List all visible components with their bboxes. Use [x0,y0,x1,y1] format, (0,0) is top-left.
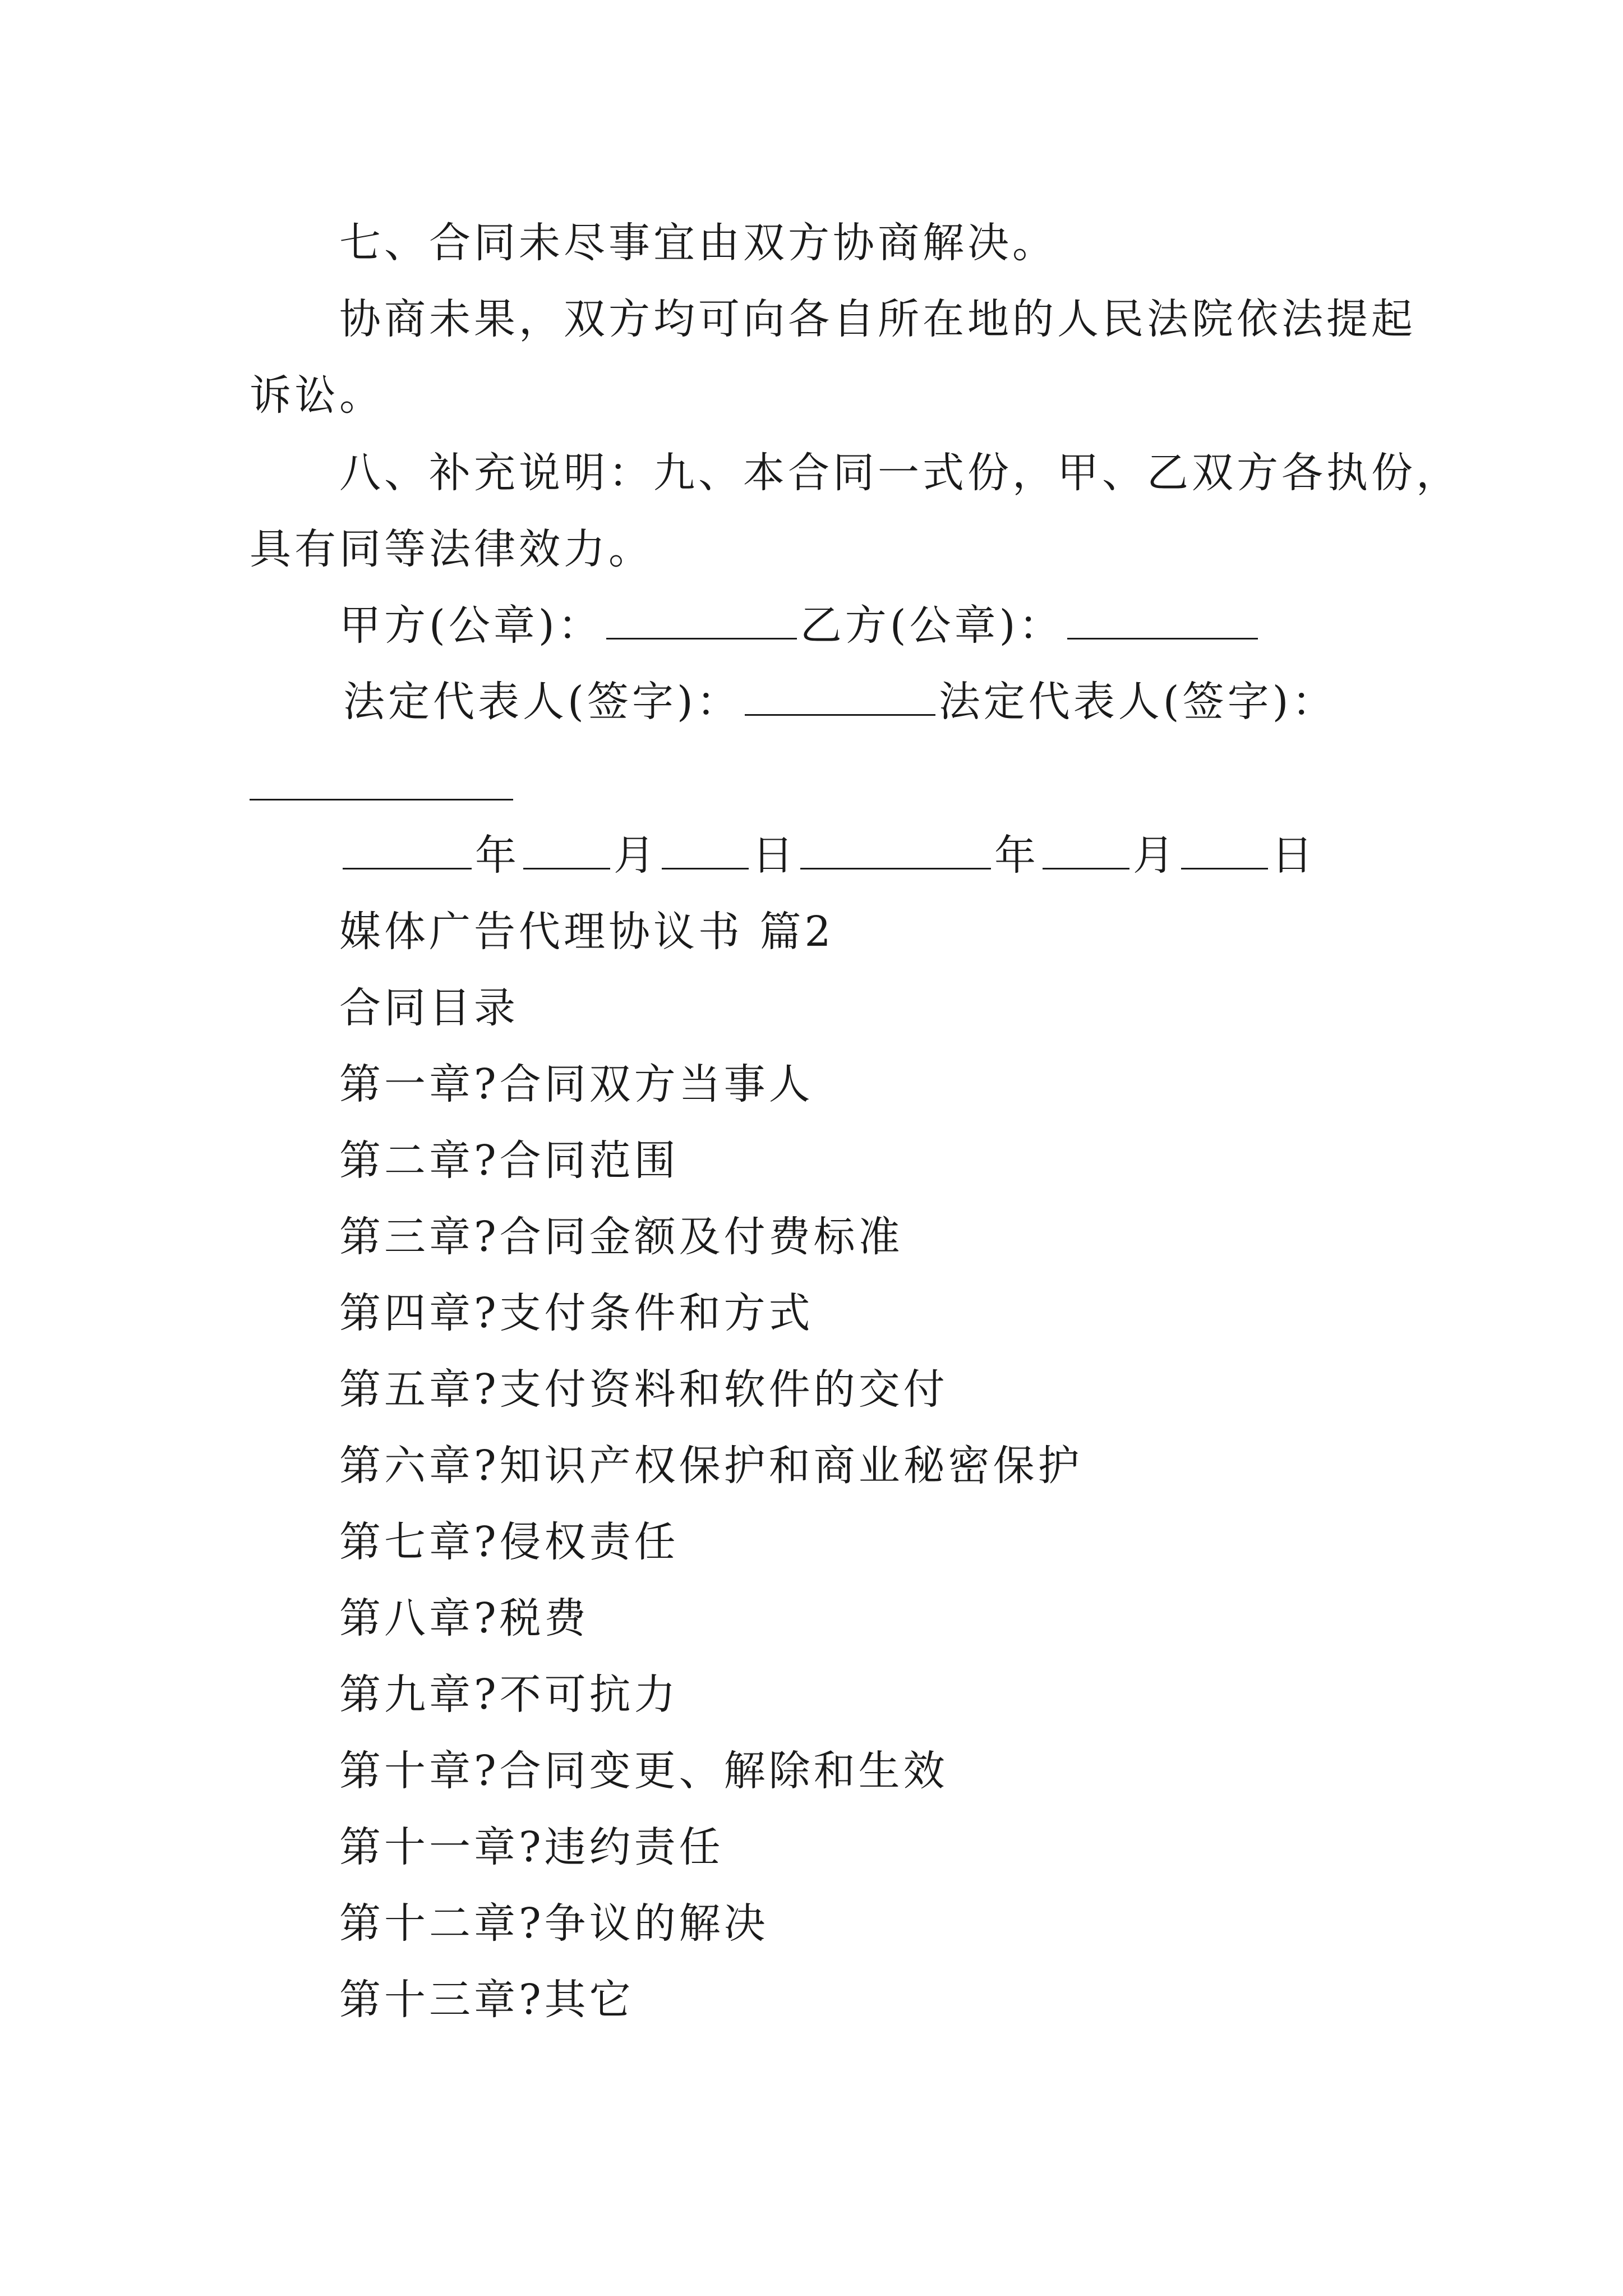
representative-signature-line [343,678,1337,726]
party-b-day-blank[interactable] [1181,866,1268,869]
toc-item: 第五章?支付资料和软件的交付 [339,1365,948,1414]
party-a-seal-blank[interactable] [606,636,797,639]
party-a-day-blank[interactable] [662,866,749,869]
party-b-representative-blank[interactable] [250,799,513,800]
party-a-month-blank[interactable] [523,866,610,869]
toc-item: 第十一章?违约责任 [339,1823,724,1871]
party-b-seal-blank[interactable] [1067,636,1258,639]
party-seal-line [339,601,1261,650]
party-b-year-blank[interactable] [800,866,991,869]
toc-item: 第三章?合同金额及付费标准 [339,1213,903,1261]
party-b-month-blank[interactable] [1043,866,1129,869]
toc-item: 第二章?合同范围 [339,1137,679,1185]
party-a-representative-blank[interactable] [745,712,935,716]
year-label-b: 年 [994,831,1039,880]
month-label-b: 月 [1133,831,1178,880]
party-a-year-blank[interactable] [343,866,472,869]
toc-item: 第十二章?争议的解决 [339,1899,769,1948]
party-b-representative-label: 法定代表人(签字)： [938,678,1337,726]
toc-item: 第四章?支付条件和方式 [339,1289,814,1337]
toc-heading: 合同目录 [339,984,519,1032]
toc-item: 第十三章?其它 [339,1976,634,2024]
year-label-a: 年 [475,831,520,880]
clause-7-continued: 协商未果，双方均可向各自所在地的人民法院依法提起 [339,295,1416,343]
toc-item: 第八章?税费 [339,1594,589,1642]
signing-date-line [339,831,1316,880]
clause-9-end: 具有同等法律效力。 [250,525,653,573]
toc-item: 第六章?知识产权保护和商业秘密保护 [339,1442,1083,1490]
day-label-b: 日 [1271,831,1316,880]
toc-item: 第七章?侵权责任 [339,1518,679,1566]
clause-7-continued-end: 诉讼。 [250,371,384,420]
toc-item: 第九章?不可抗力 [339,1671,679,1719]
month-label-a: 月 [614,831,658,880]
clause-7: 七、合同未尽事宜由双方协商解决。 [339,219,1057,267]
clause-8-9: 八、补充说明：九、本合同一式份，甲、乙双方各执份， [339,449,1461,497]
toc-item: 第十章?合同变更、解除和生效 [339,1747,948,1795]
day-label-a: 日 [752,831,797,880]
party-a-seal-label: 甲方(公章)： [339,601,603,650]
toc-item: 第一章?合同双方当事人 [339,1060,814,1108]
section-2-title: 媒体广告代理协议书 篇2 [339,908,834,956]
party-b-seal-label: 乙方(公章)： [800,601,1064,650]
party-a-representative-label: 法定代表人(签字)： [343,678,741,726]
